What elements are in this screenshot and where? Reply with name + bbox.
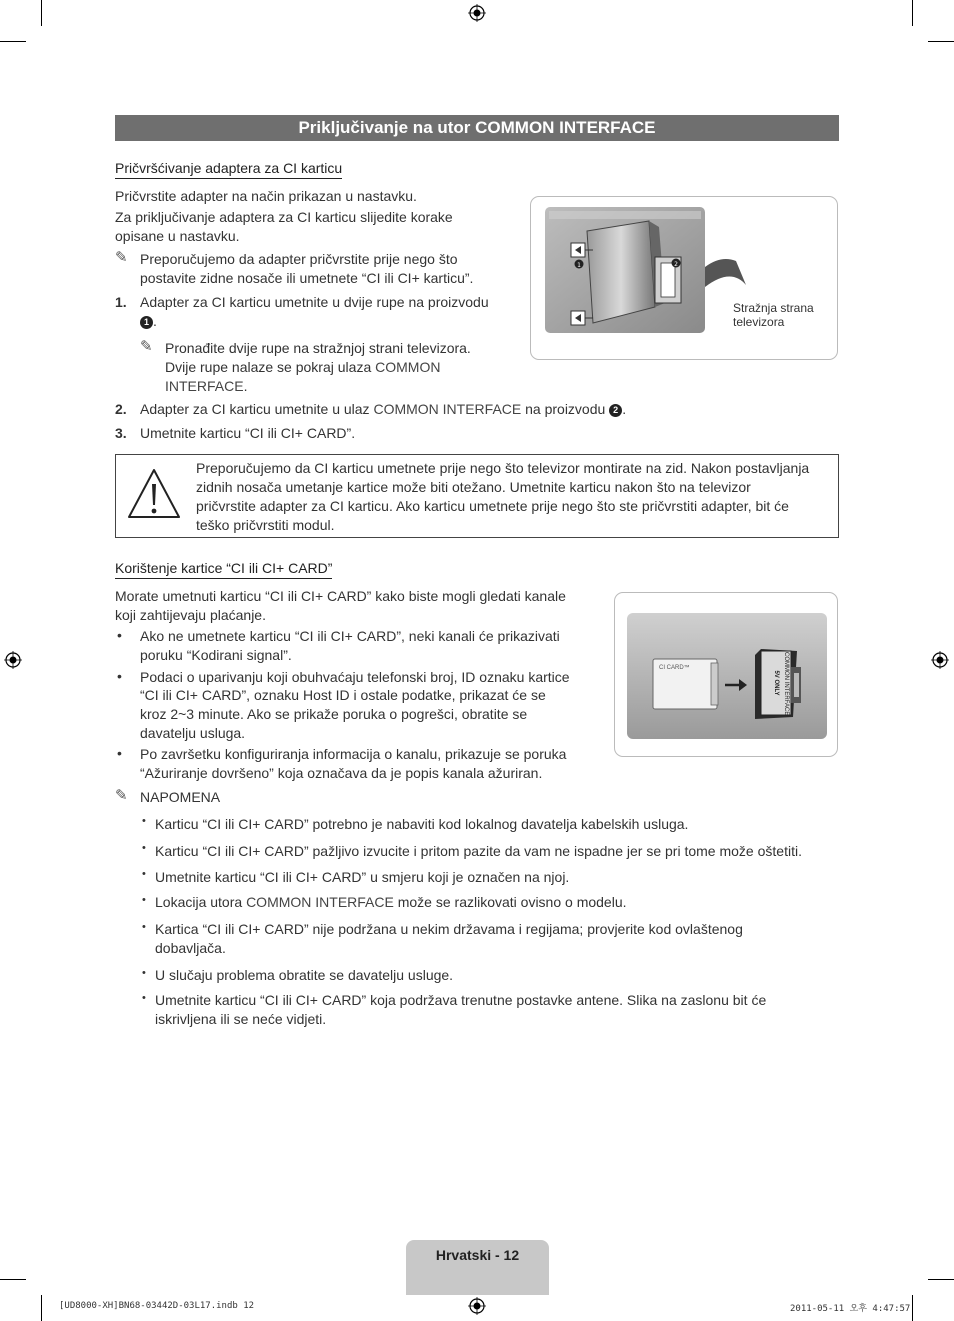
warning-text: Preporučujemo da CI karticu umetnete prije nego što televizor montirate na zid. Nakon postavljanja [196,460,810,476]
bullet-text: “CI ili CI+ CARD”, oznaku Host ID i ostale podatke, prikazat će se [140,687,546,703]
crop-mark [0,1279,26,1280]
crop-mark [41,0,42,26]
bullet: • [142,868,146,880]
card-insert-illustration [615,593,837,756]
note-item: Umetnite karticu “CI ili CI+ CARD” koja podržava trenutne postavke antene. Slika na zaslonu bit će [155,992,767,1008]
step-number: 1. [115,294,127,310]
registration-mark-icon [4,651,22,669]
note-item: iskrivljena ili se neće vidjeti. [155,1011,327,1027]
step-end: . [153,313,157,329]
note-text [165,377,247,396]
section-heading-using-card: Korištenje kartice “CI ili CI+ CARD” [115,560,332,579]
bullet-text: “Ažuriranje dovršeno” koja označava da je popis kanala ažuriran. [140,765,543,781]
bullet: • [142,815,146,827]
note-pencil-icon: ✎ [115,787,128,804]
page-number-tab [406,1240,549,1295]
note-text-part: Dvije rupe nalaze se pokraj ulaza [165,359,372,375]
paragraph: koji zahtijevaju plaćanje. [115,607,266,623]
crop-mark [41,1295,42,1321]
bullet: • [142,842,146,854]
highlight-common-interface: COMMON INTERFACE [373,401,522,417]
step-number: 3. [115,425,127,441]
bullet: • [142,921,146,933]
highlight-common: COMMON [375,359,441,375]
print-slug-left: [UD8000-XH]BN68-03442D-03L17.indb 12 [59,1301,255,1311]
note-text: postavite zidne nosače ili umetnete “CI ili CI+ karticu”. [140,270,474,286]
note-item: U slučaju problema obratite se davatelju usluge. [155,967,454,983]
print-slug-right: 2011-05-11 오후 4:47:57 [790,1304,911,1314]
warning-text: zidnih nosača umetanje kartice može biti otežano. Umetnite karticu nakon što na televizor [196,479,751,495]
tv-back-adapter-illustration [531,197,837,359]
step-text: Umetnite karticu “CI ili CI+ CARD”. [140,425,356,441]
bullet-text: Po završetku konfiguriranja informacija o kanalu, prikazuje se poruka [140,746,567,762]
warning-text: teško pričvrstiti modul. [196,517,335,533]
bullet: • [142,967,146,979]
crop-mark [912,0,913,26]
note-item: Kartica “CI ili CI+ CARD” nije podržana u nekim državama i regijama; provjerite kod ovlaštenog [155,921,743,937]
note-pencil-icon: ✎ [115,249,128,266]
step-number: 2. [115,401,127,417]
section-title-bar [115,115,839,141]
fig1-marker-1: 1 [577,262,581,269]
note-item: Karticu “CI ili CI+ CARD” potrebno je nabaviti kod lokalnog davatelja kabelskih usluga. [155,816,689,832]
note-pencil-icon: ✎ [140,338,153,355]
note-label: NAPOMENA [140,789,221,805]
note-item [155,893,627,912]
paragraph: Za priključivanje adaptera za CI karticu slijedite korake [115,209,453,225]
bullet: • [117,627,122,643]
marker-1-icon: 1 [140,316,153,329]
paragraph: Morate umetnuti karticu “CI ili CI+ CARD” kako biste mogli gledati kanale [115,588,566,604]
step-text-part: Adapter za CI karticu umetnite u ulaz [140,401,370,417]
section-heading-attach-adapter: Pričvršćivanje adaptera za CI karticu [115,160,342,179]
crop-mark [0,41,26,42]
crop-mark [912,1295,913,1321]
bullet: • [117,745,122,761]
bullet-text: kroz 2~3 minute. Ako se prikaže poruka o pogrešci, obratite se [140,706,528,722]
step-text [140,400,626,419]
note-item: Umetnite karticu “CI ili CI+ CARD” u smjeru koji je označen na njoj. [155,869,570,885]
note-end: . [243,378,248,394]
slot-label: 5V ONLY [773,670,779,696]
warning-triangle-icon [126,467,182,521]
note-text [165,358,440,377]
caption-line: Stražnja strana [733,301,814,315]
note-item: dobavljača. [155,940,226,956]
step-end: . [622,401,627,417]
figure-caption [733,301,814,329]
highlight-common-interface: COMMON INTERFACE [246,894,394,910]
figure-card-insert [614,592,838,757]
highlight-interface: INTERFACE [165,378,244,394]
bullet-text: Podaci o uparivanju koji obuhvaćaju telefonski broj, ID oznaku kartice [140,669,570,685]
crop-mark [928,1279,954,1280]
ci-card-label: CI CARD™ [659,665,690,671]
bullet: • [117,668,122,684]
note-item-part: Lokacija utora [155,894,243,910]
note-text: Pronađite dvije rupe na stražnjoj strani televizora. [165,340,471,356]
step-text [140,312,157,331]
bullet-text: davatelju usluga. [140,725,246,741]
bullet-text: Ako ne umetnete karticu “CI ili CI+ CARD”, neki kanali će prikazivati [140,628,560,644]
registration-mark-icon [468,1297,486,1315]
note-item-part: može se razlikovati ovisno o modelu. [397,894,627,910]
warning-text: pričvrstite adapter za CI karticu. Ako karticu umetnete prije nego što ste pričvrstiti adapter, bit će [196,498,789,514]
bullet: • [142,894,146,906]
paragraph: Pričvrstite adapter na način prikazan u nastavku. [115,188,417,204]
page-title: Priključivanje na utor COMMON INTERFACE [298,118,656,137]
caption-line: televizora [733,315,785,329]
figure-tv-back [530,196,838,360]
registration-mark-icon [468,4,486,22]
marker-2-icon: 2 [609,404,622,417]
bullet-text: poruku “Kodirani signal”. [140,647,292,663]
crop-mark [928,41,954,42]
fig1-marker-2: 2 [674,261,678,268]
registration-mark-icon [931,651,949,669]
bullet: • [142,992,146,1004]
warning-box [115,454,839,538]
step-text: Adapter za CI karticu umetnite u dvije rupe na proizvodu [140,294,489,310]
slot-label: COMMON INTERFACE [783,652,789,716]
step-text-part: na proizvodu [525,401,606,417]
note-item: Karticu “CI ili CI+ CARD” pažljivo izvucite i pritom pazite da vam ne ispadne jer se pri tome može oštetiti. [155,843,802,859]
page-number: Hrvatski - 12 [435,1247,520,1263]
paragraph: opisane u nastavku. [115,228,240,244]
note-text: Preporučujemo da adapter pričvrstite prije nego što [140,251,458,267]
